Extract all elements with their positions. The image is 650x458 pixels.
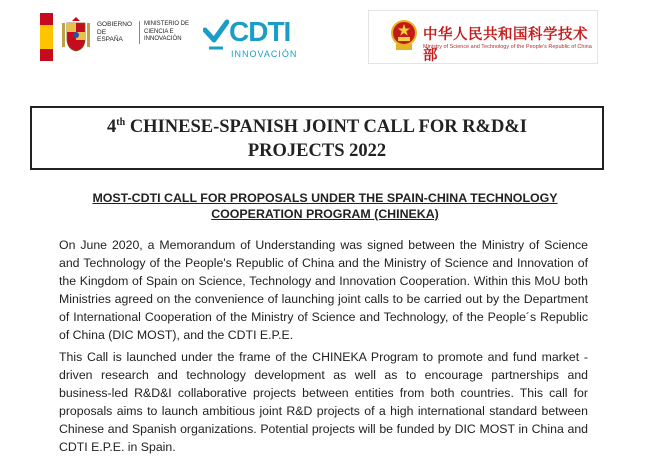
ministry-label: MINISTERIO DE CIENCIA E INNOVACIÓN [139, 21, 196, 44]
most-china-logo [368, 10, 598, 64]
government-label: GOBIERNO DE ESPAÑA [97, 21, 133, 43]
title-line1-text: CHINESE-SPANISH JOINT CALL FOR R&D&I [125, 117, 527, 137]
title-ordinal-number: 4 [107, 117, 117, 137]
header [0, 0, 650, 80]
call-title-box [30, 106, 604, 170]
most-chinese-name: 中华人民共和国科学技术部 [423, 27, 588, 64]
cdti-tagline: INNOVACIÓN [231, 49, 298, 59]
call-subtitle [40, 190, 610, 222]
most-english-name: Ministry of Science and Technology of the People's Republic of China [423, 44, 592, 50]
spanish-government-logo [40, 13, 196, 63]
body-paragraph-2: This Call is launched under the frame of the CHINEKA Program to promote and fund market - driven research and technology development as well as to encourage partnerships and business-led R&D&I collaborative projects between entities from both countries. This call for proposals aims to launch ambitious joint R&D projects of a high international standard between Chinese and Spanish organizations. Potential projects will be funded by DIC MOST in China and CDTI E.P.E. in Spain. [59, 350, 588, 454]
subtitle-line1: MOST-CDTI CALL FOR PROPOSALS UNDER THE SPAIN-CHINA TECHNOLOGY [92, 191, 558, 205]
call-title-line2: PROJECTS 2022 [247, 141, 387, 161]
cdti-mark-icon [203, 18, 229, 52]
cdti-logo [203, 12, 298, 66]
subtitle-line2: COOPERATION PROGRAM (CHINEKA) [211, 207, 439, 221]
title-ordinal-suffix: th [116, 116, 126, 128]
body-paragraph-1: On June 2020, a Memorandum of Understanding was signed between the Ministry of Science and Technology of the People's Republic of China and the Ministry of Science and Innovation of the Kingdom of Spain on Science, Technology and Innovation Cooperation. Within this MoU both Ministries agreed on the convenience of launching joint calls to be carried out by the Department of International Cooperation of the Ministry of Science and Technology, of the People´s Republic of China (DIC MOST), and the CDTI E.P.E. [59, 238, 588, 342]
spanish-flag-strip [40, 13, 53, 61]
call-title-line1 [32, 115, 602, 139]
national-emblem-icon [391, 18, 417, 52]
coat-of-arms-icon [61, 15, 91, 55]
cdti-wordmark: CDTI [229, 16, 291, 47]
